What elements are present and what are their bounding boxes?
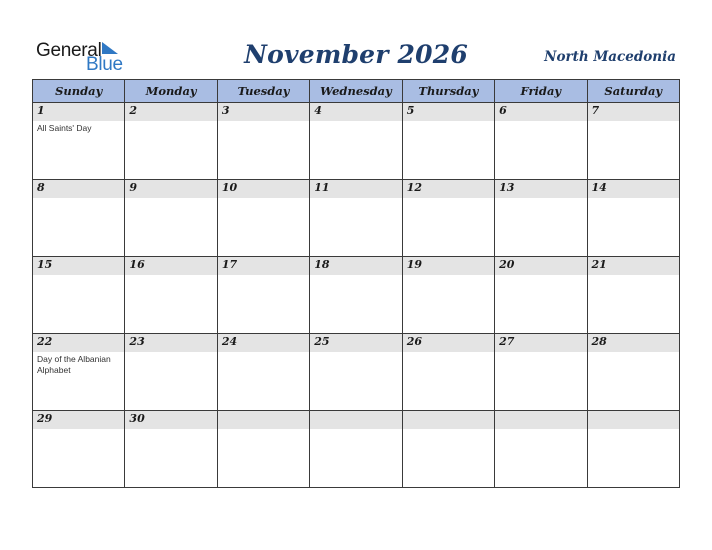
day-cell [217,257,309,334]
day-number-bar [310,180,401,198]
day-number-bar [588,334,679,352]
day-number-bar [310,257,401,275]
day-number-bar [125,257,216,275]
day-number: 17 [221,258,238,271]
day-number-bar [495,180,586,198]
day-number: 24 [221,335,238,348]
day-number-bar [218,411,309,429]
day-number-bar [495,411,586,429]
day-number: 14 [591,181,607,194]
week-row [33,257,680,334]
day-number-bar [588,257,679,275]
day-cell [402,411,494,488]
day-number-bar [310,103,401,121]
day-number: 10 [221,181,238,194]
day-number: 2 [129,104,138,117]
day-number-bar [588,411,679,429]
day-number: 21 [591,258,607,271]
day-number-bar [310,334,401,352]
day-number-bar [495,334,586,352]
day-number-bar [403,334,494,352]
day-number-bar [403,411,494,429]
day-cell [310,180,402,257]
day-number: 23 [129,335,145,348]
day-cell [310,334,402,411]
day-cell [402,180,494,257]
day-number-bar [33,103,124,121]
day-number-bar [588,180,679,198]
day-cell [33,103,125,180]
day-number-bar [310,411,401,429]
day-number-bar [125,334,216,352]
day-cell [33,334,125,411]
day-number: 25 [314,335,330,348]
day-cell [125,411,217,488]
day-cell [402,257,494,334]
day-cell [125,257,217,334]
logo-text-blue: Blue [86,54,123,75]
day-number: 6 [499,104,507,117]
day-number: 1 [37,104,45,117]
day-cell [217,334,309,411]
day-number: 9 [129,181,138,194]
day-cell [495,180,587,257]
week-row [33,103,680,180]
day-number: 3 [221,104,230,117]
day-number: 13 [499,181,515,194]
day-cell [217,180,309,257]
country-name: North Macedonia [544,49,676,65]
day-number-bar [125,180,216,198]
weekday-header: Thursday [402,80,494,103]
day-number-bar [218,257,309,275]
day-number: 4 [314,104,322,117]
day-number-bar [403,103,494,121]
day-number: 11 [314,181,330,194]
day-cell [217,411,309,488]
day-cell [33,257,125,334]
day-cell [587,103,679,180]
weekday-header: Tuesday [217,80,309,103]
day-number: 22 [37,335,53,348]
day-cell [125,180,217,257]
day-cell [495,257,587,334]
day-number: 26 [406,335,422,348]
week-row [33,334,680,411]
day-cell [33,180,125,257]
day-number-bar [33,257,124,275]
day-number-bar [218,334,309,352]
day-number-bar [33,334,124,352]
calendar-grid [32,79,680,488]
day-cell [402,103,494,180]
day-number-bar [495,257,586,275]
day-number: 15 [37,258,53,271]
day-number-bar [125,411,216,429]
day-cell [310,411,402,488]
day-number-bar [495,103,586,121]
weekday-header: Friday [495,80,587,103]
holiday-event: All Saints' Day [37,123,92,133]
day-number-bar [218,103,309,121]
weekday-header-row [33,80,680,103]
day-number: 27 [499,335,515,348]
day-cell [587,257,679,334]
day-cell [33,411,125,488]
day-cell [587,334,679,411]
week-row [33,180,680,257]
day-number: 29 [37,412,53,425]
week-row [33,411,680,488]
day-cell [495,334,587,411]
day-number-bar [588,103,679,121]
day-number-bar [218,180,309,198]
day-number: 8 [37,181,45,194]
weekday-header: Wednesday [310,80,402,103]
day-number: 30 [129,412,145,425]
day-cell [495,411,587,488]
day-cell [587,411,679,488]
day-number: 19 [406,258,422,271]
weekday-header: Sunday [33,80,125,103]
weekday-header: Saturday [587,80,679,103]
day-number: 12 [406,181,422,194]
day-number-bar [125,103,216,121]
day-number-bar [403,257,494,275]
day-number: 5 [406,104,415,117]
day-number-bar [403,180,494,198]
holiday-event: Day of the Albanian Alphabet [37,354,111,375]
day-cell [402,334,494,411]
day-cell [217,103,309,180]
calendar-title: November 2026 [244,40,468,69]
day-number: 18 [314,258,330,271]
day-number: 7 [591,104,600,117]
day-number-bar [33,411,124,429]
day-cell [495,103,587,180]
logo-text-general: General [36,40,102,61]
day-cell [125,103,217,180]
day-number: 16 [129,258,145,271]
day-cell [587,180,679,257]
day-cell [125,334,217,411]
weekday-header: Monday [125,80,217,103]
day-cell [310,257,402,334]
day-number: 28 [591,335,607,348]
day-number: 20 [499,258,515,271]
day-number-bar [33,180,124,198]
day-cell [310,103,402,180]
